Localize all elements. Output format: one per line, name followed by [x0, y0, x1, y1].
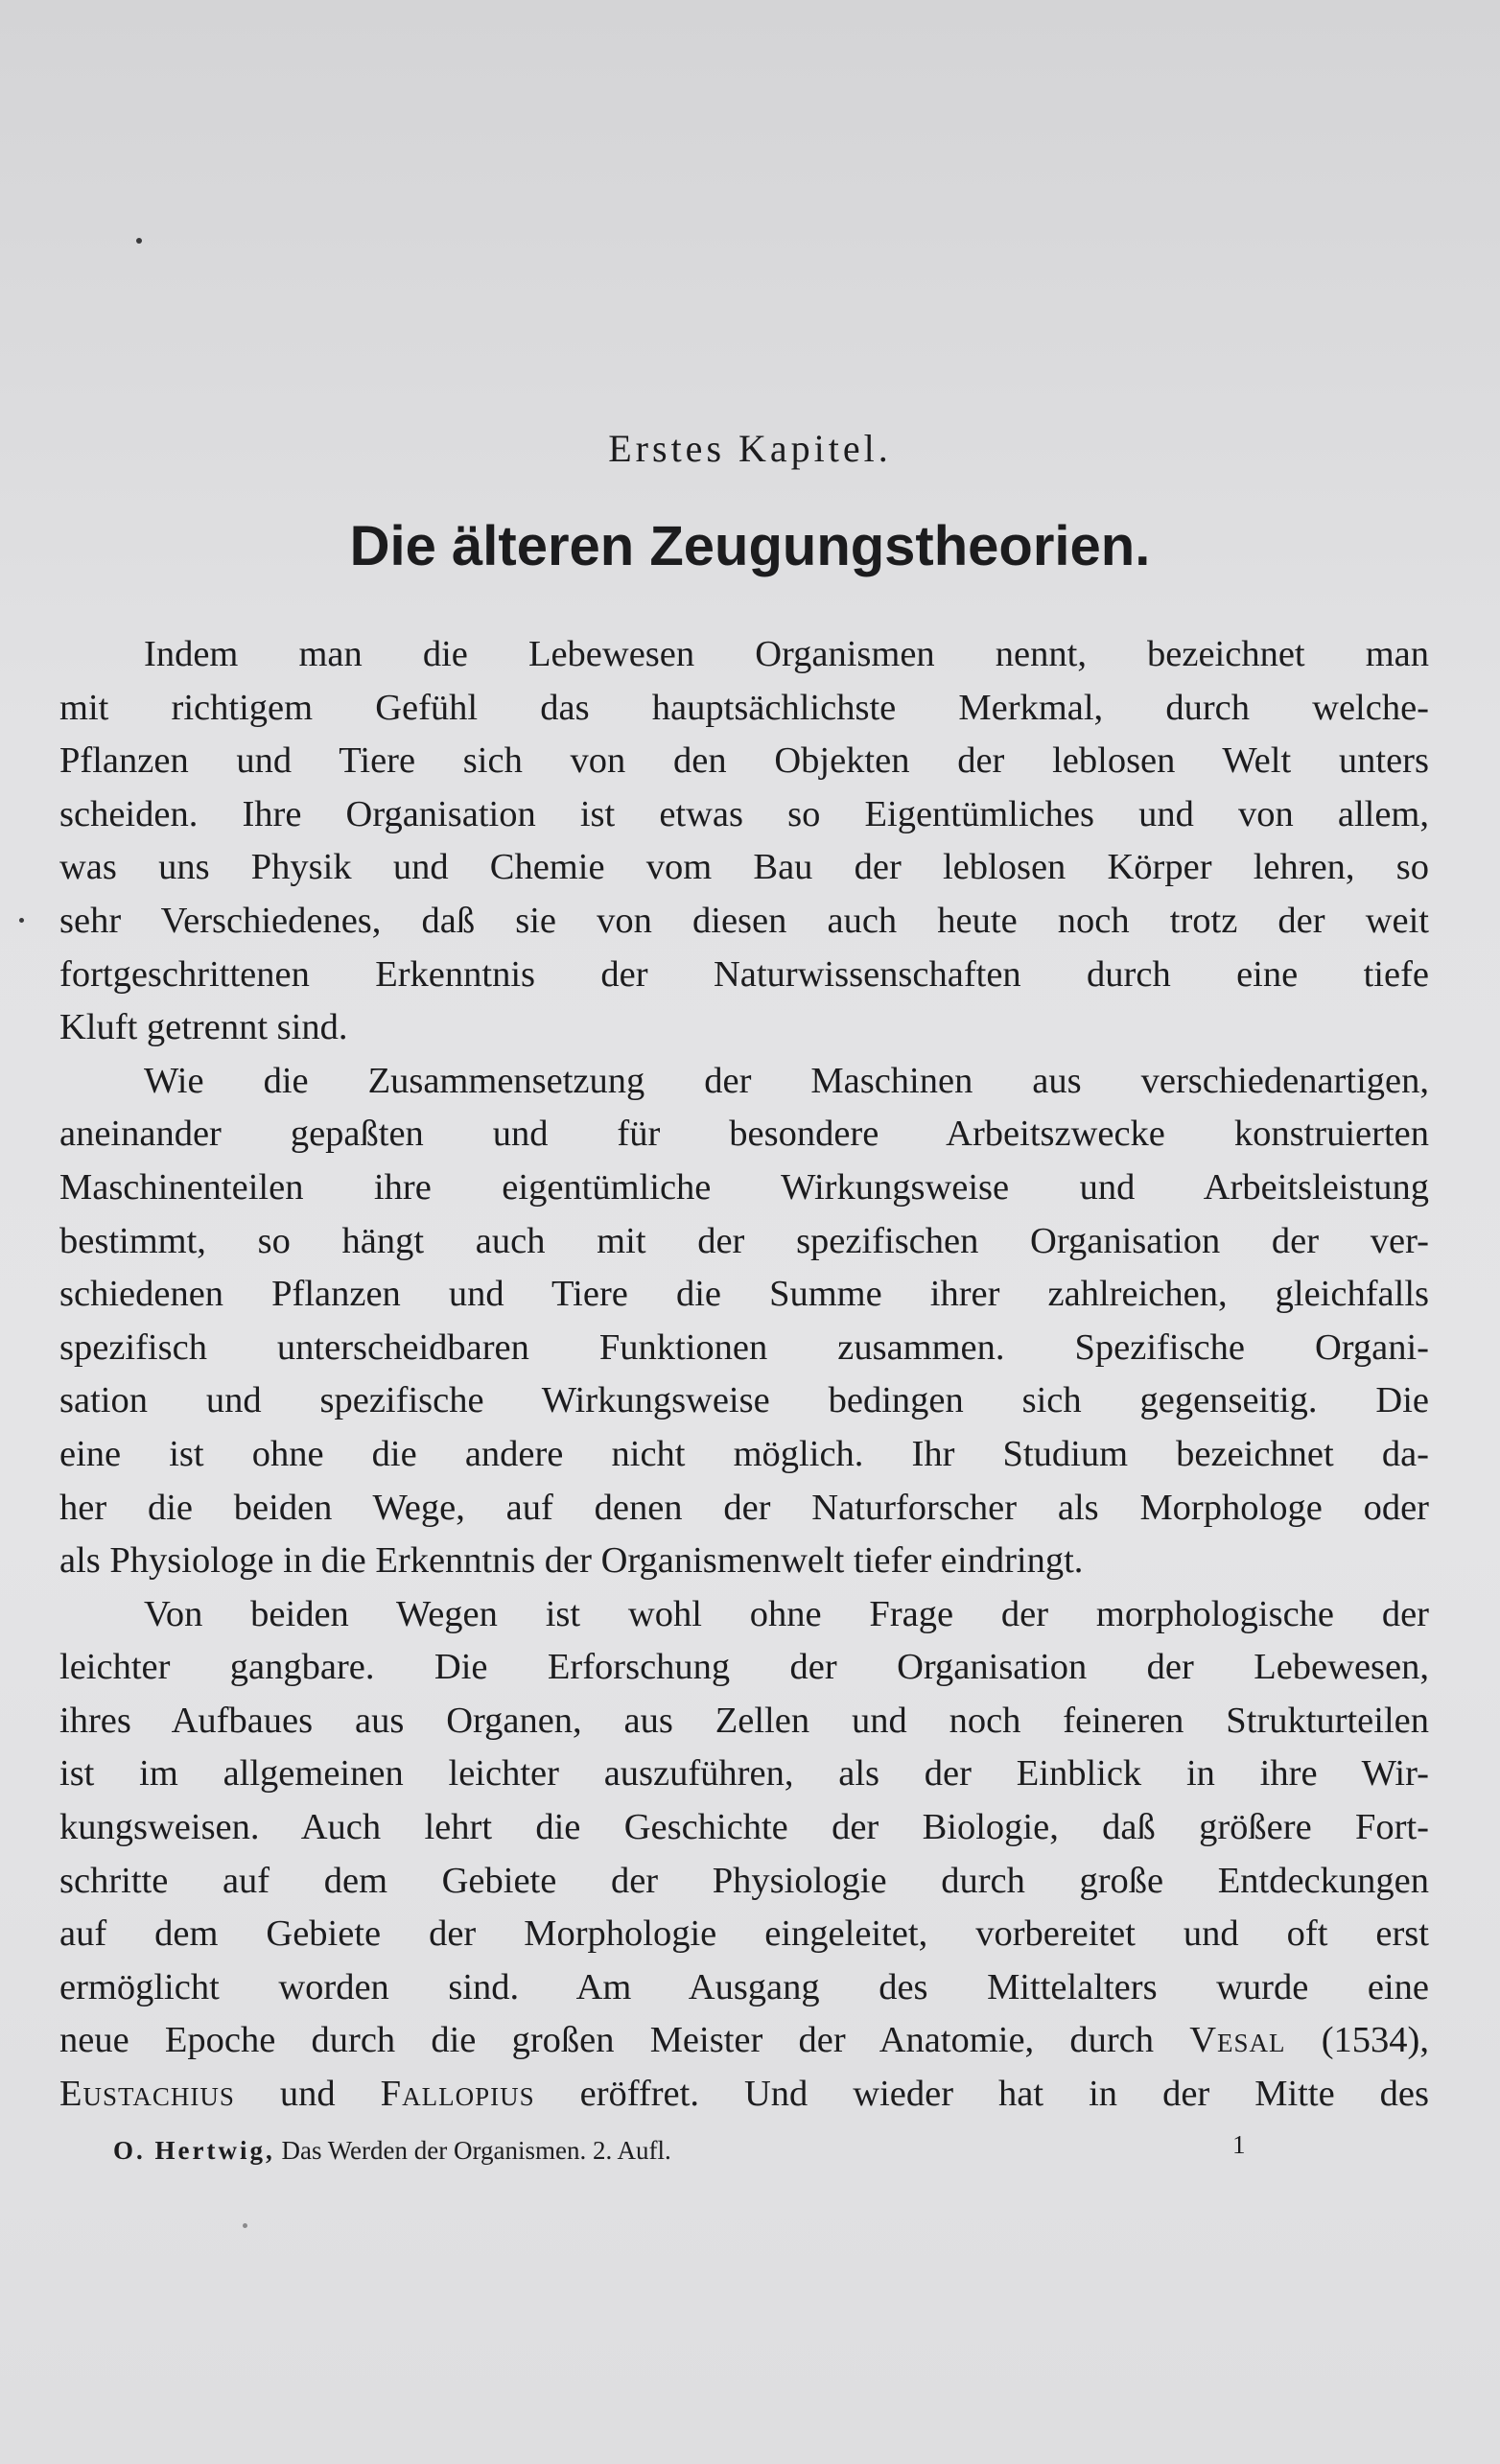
person-name-fallopius: Fallopius: [380, 2074, 535, 2115]
text-line: kungsweisen. Auch lehrt die Geschichte der Biologie, daß größere Fort-: [59, 1807, 1429, 1848]
text-line: fortgeschrittenen Erkenntnis der Naturwissenschaften durch eine tiefe: [59, 953, 1429, 995]
text-line: ermöglicht worden sind. Am Ausgang des Mittelalters wurde eine: [59, 1966, 1429, 2007]
text-line: ihres Aufbaues aus Organen, aus Zellen und noch feineren Strukturteilen: [59, 1700, 1429, 1741]
print-speck: [19, 918, 24, 923]
text-line: schiedenen Pflanzen und Tiere die Summe ihrer zahlreichen, gleichfalls: [59, 1274, 1429, 1315]
page-number: 1: [1232, 2130, 1246, 2159]
print-speck: [243, 2223, 247, 2228]
person-name-eustachius: Eustachius: [59, 2074, 235, 2115]
text-line: her die beiden Wege, auf denen der Naturforscher als Morphologe oder: [59, 1487, 1429, 1528]
footer-work-title: Das Werden der Organismen. 2. Aufl.: [281, 2136, 671, 2165]
chapter-label: Erstes Kapitel.: [608, 427, 892, 470]
text-line: Pflanzen und Tiere sich von den Objekten der leblosen Welt unters: [59, 740, 1429, 782]
text-line: schritte auf dem Gebiete der Physiologie durch große Entdeckungen: [59, 1860, 1429, 1901]
text-line: Kluft getrennt sind.: [59, 1007, 348, 1048]
text-line: [59, 2068, 1429, 2122]
page-footer: [113, 2131, 1245, 2170]
person-name-vesal: Vesal: [1189, 2020, 1286, 2061]
text-line: Indem man die Lebewesen Organismen nennt, bezeichnet man: [144, 634, 1429, 674]
text-line: als Physiologe in die Erkenntnis der Organismenwelt tiefer eindringt.: [59, 1540, 1084, 1582]
text-line: Maschinenteilen ihre eigentümliche Wirkungsweise und Arbeitsleistung: [59, 1166, 1429, 1208]
text-line: bestimmt, so hängt auch mit der spezifischen Organisation der ver-: [59, 1220, 1429, 1261]
text-segment: neue Epoche durch die großen Meister der Anatomie, durch: [59, 2020, 1190, 2061]
text-line: spezifisch unterscheidbaren Funktionen zusammen. Spezifische Organi-: [59, 1326, 1429, 1368]
text-line: sation und spezifische Wirkungsweise bedingen sich gegenseitig. Die: [59, 1380, 1429, 1421]
text-line: auf dem Gebiete der Morphologie eingeleitet, vorbereitet und oft erst: [59, 1913, 1429, 1955]
text-segment: und: [234, 2074, 381, 2115]
text-segment: eröffret. Und wieder hat in der Mitte des: [534, 2074, 1430, 2115]
text-line: scheiden. Ihre Organisation ist etwas so Eigentümliches und von allem,: [59, 793, 1429, 834]
body-text: [59, 628, 1429, 2122]
text-line: aneinander gepaßten und für besondere Arbeitszwecke konstruierten: [59, 1114, 1429, 1155]
text-line: mit richtigem Gefühl das hauptsächlichste Merkmal, durch welche-: [59, 687, 1429, 728]
print-speck: [136, 238, 142, 244]
text-line: sehr Verschiedenes, daß sie von diesen auch heute noch trotz der weit: [59, 900, 1429, 941]
text-line: was uns Physik und Chemie vom Bau der leblosen Körper lehren, so: [59, 847, 1429, 888]
text-line: [59, 2014, 1429, 2068]
footer-author: O. Hertwig,: [113, 2136, 275, 2165]
text-line: leichter gangbare. Die Erforschung der Organisation der Lebewesen,: [59, 1647, 1429, 1688]
text-line: ist im allgemeinen leichter auszuführen, als der Einblick in ihre Wir-: [59, 1753, 1429, 1795]
text-line: Von beiden Wegen ist wohl ohne Frage der morphologische der: [144, 1593, 1429, 1634]
text-segment: (1534),: [1285, 2020, 1429, 2061]
text-line: eine ist ohne die andere nicht möglich. Ihr Studium bezeichnet da-: [59, 1433, 1429, 1474]
text-line: Wie die Zusammensetzung der Maschinen aus verschiedenartigen,: [144, 1060, 1429, 1101]
chapter-title: Die älteren Zeugungstheorien.: [349, 515, 1151, 577]
